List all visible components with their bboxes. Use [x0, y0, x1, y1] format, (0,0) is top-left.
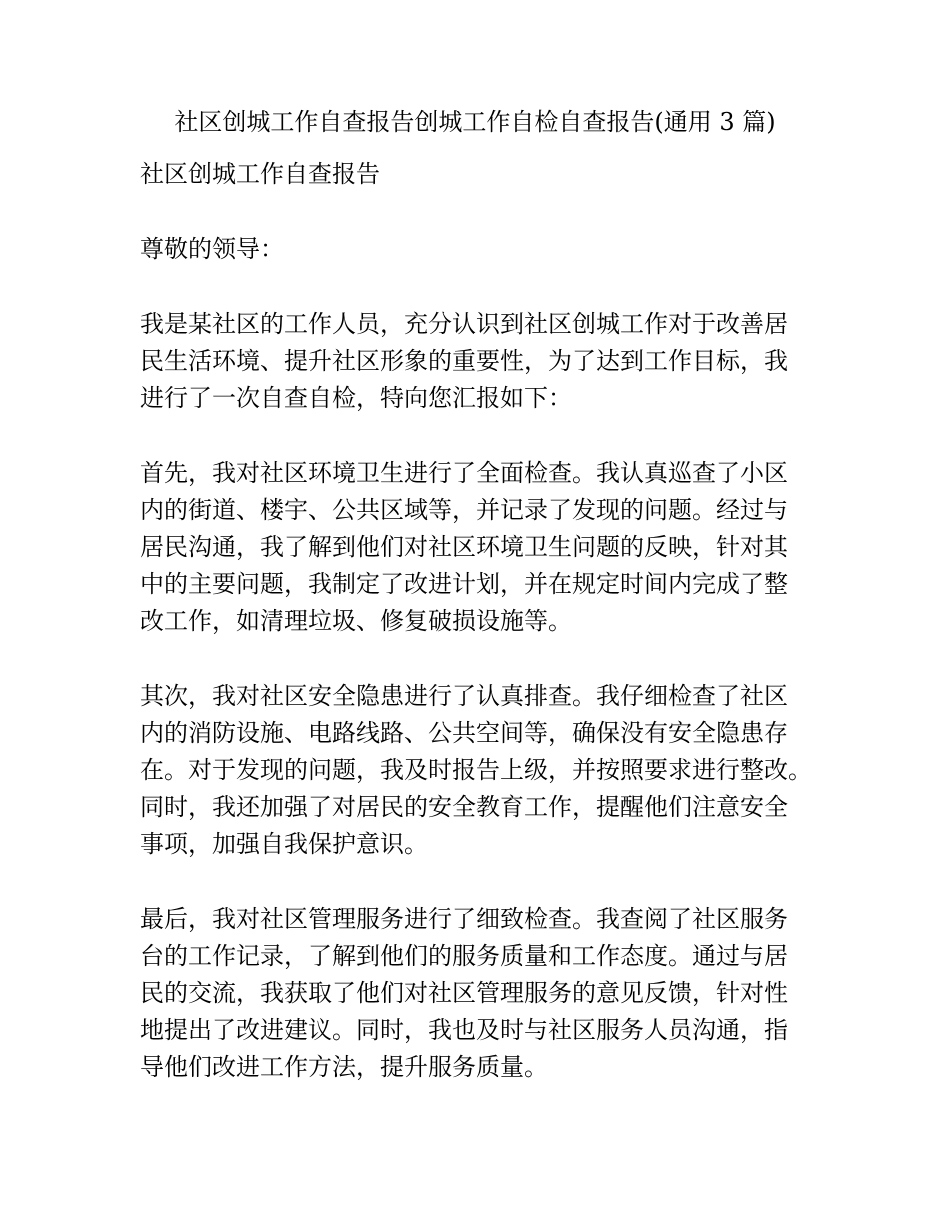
paragraph-line: 事项，加强自我保护意识。 [140, 830, 428, 858]
paragraph-environment [140, 455, 830, 640]
paragraph-line: 最后，我对社区管理服务进行了细致检查。我查阅了社区服务 [140, 905, 788, 933]
paragraph-intro [140, 306, 830, 417]
paragraph-gap [140, 863, 830, 901]
paragraph-line: 改工作，如清理垃圾、修复破损设施等。 [140, 607, 572, 635]
paragraph-line: 在。对于发现的问题，我及时报告上级，并按照要求进行整改。 [140, 756, 812, 784]
paragraph-line: 民的交流，我获取了他们对社区管理服务的意见反馈，针对性 [140, 979, 788, 1007]
paragraph-line: 中的主要问题，我制定了改进计划，并在规定时间内完成了整 [140, 570, 788, 598]
paragraph-line: 台的工作记录，了解到他们的服务质量和工作态度。通过与居 [140, 942, 788, 970]
paragraph-line: 同时，我还加强了对居民的安全教育工作，提醒他们注意安全 [140, 793, 788, 821]
paragraph-line: 内的消防设施、电路线路、公共空间等，确保没有安全隐患存 [140, 719, 788, 747]
paragraph-line: 我是某社区的工作人员，充分认识到社区创城工作对于改善居 [140, 310, 788, 338]
document-title: 社区创城工作自查报告创城工作自检自查报告(通用 3 篇) [174, 108, 776, 136]
paragraph-line: 导他们改进工作方法，提升服务质量。 [140, 1053, 548, 1081]
paragraph-line: 首先，我对社区环境卫生进行了全面检查。我认真巡查了小区 [140, 459, 788, 487]
paragraph-safety [140, 678, 830, 863]
paragraph-gap [140, 640, 830, 678]
paragraph-gap [140, 268, 830, 306]
paragraph-line: 居民沟通，我了解到他们对社区环境卫生问题的反映，针对其 [140, 533, 788, 561]
paragraph-line: 民生活环境、提升社区形象的重要性，为了达到工作目标，我 [140, 347, 788, 375]
document-body [140, 156, 830, 1086]
paragraph-gap [140, 193, 830, 231]
paragraph-service [140, 901, 830, 1086]
paragraph-line: 内的街道、楼宇、公共区域等，并记录了发现的问题。经过与 [140, 496, 788, 524]
paragraph-line: 进行了一次自查自检，特向您汇报如下： [140, 384, 572, 412]
paragraph-gap [140, 417, 830, 455]
salutation: 尊敬的领导： [140, 235, 284, 263]
paragraph-line: 其次，我对社区安全隐患进行了认真排查。我仔细检查了社区 [140, 682, 788, 710]
paragraph-line: 地提出了改进建议。同时，我也及时与社区服务人员沟通，指 [140, 1016, 788, 1044]
section-heading: 社区创城工作自查报告 [140, 160, 380, 188]
